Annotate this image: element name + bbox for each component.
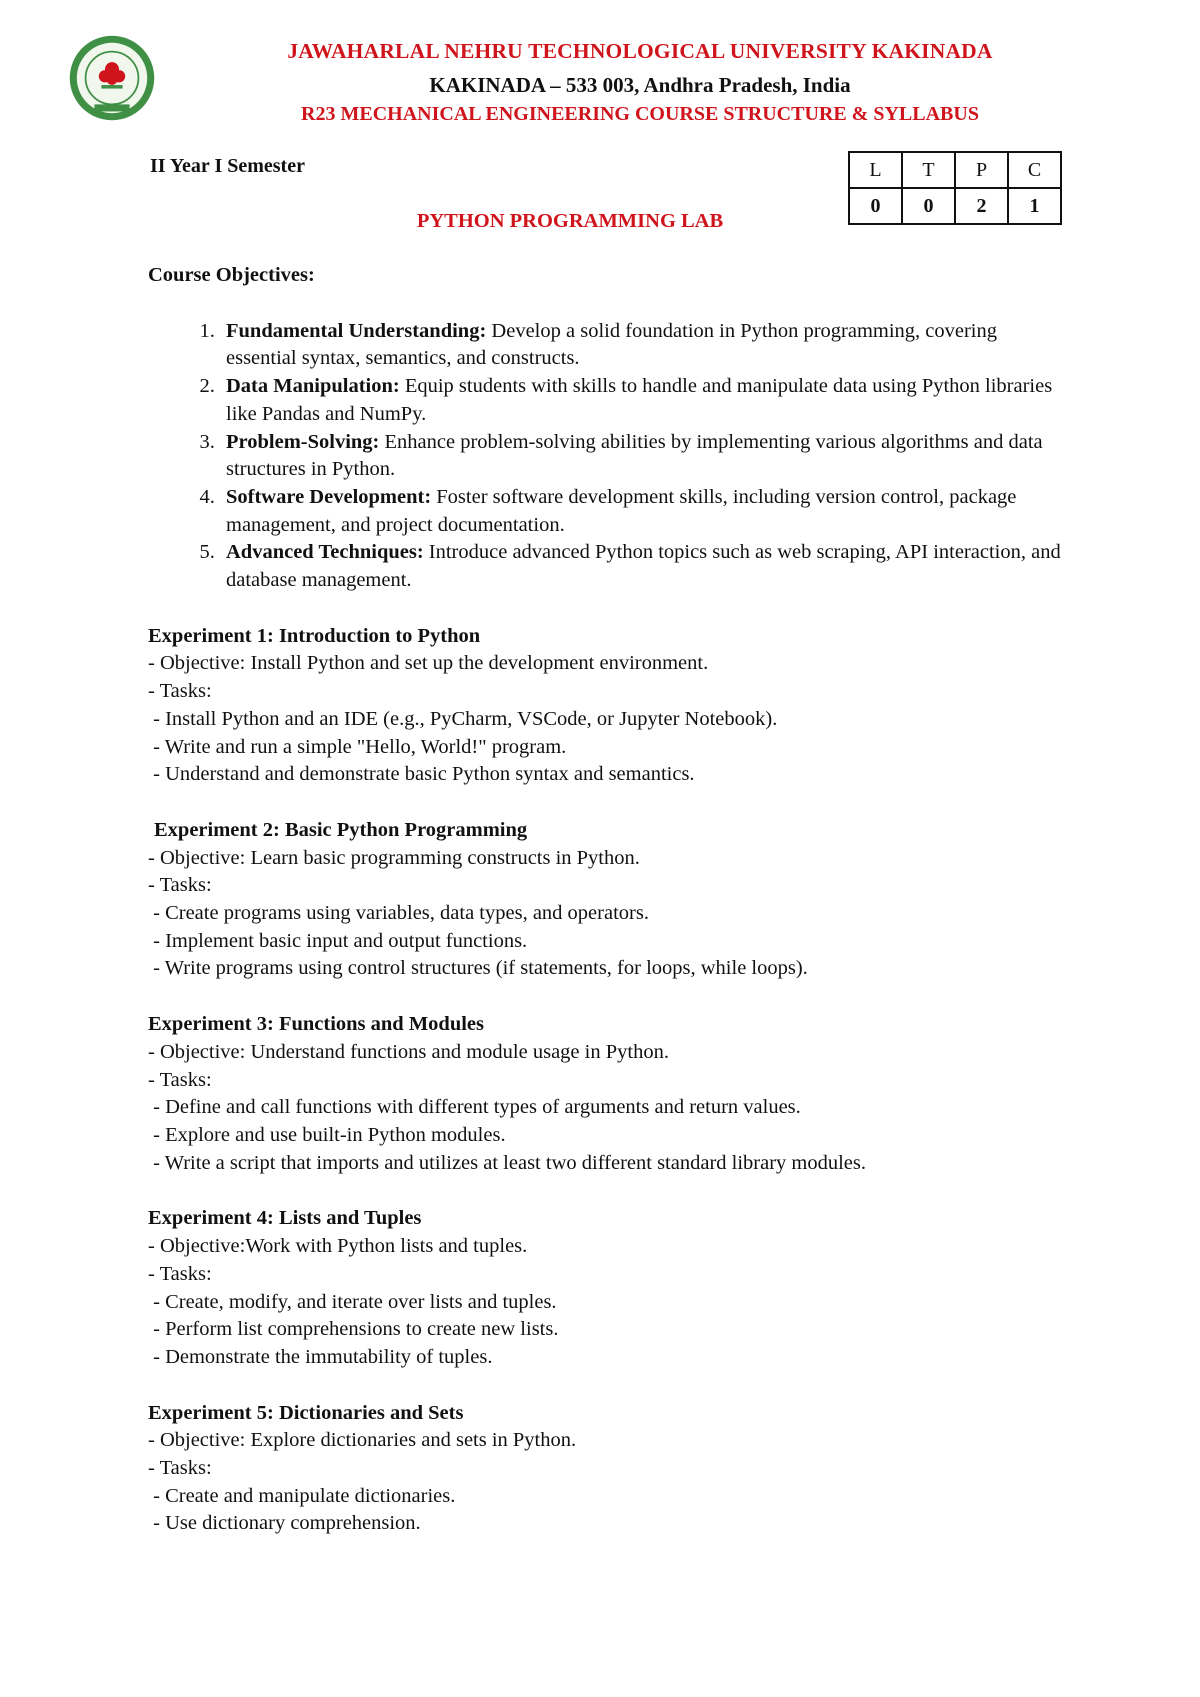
experiment-1 xyxy=(148,623,1068,789)
university-address: KAKINADA – 533 003, Andhra Pradesh, India xyxy=(429,73,851,97)
experiment-line: - Demonstrate the immutability of tuples. xyxy=(148,1345,493,1368)
objective-text: Foster software development skills, including version control, package management, and project documentation. xyxy=(226,485,1017,536)
objective-item xyxy=(220,318,1068,373)
ltpc-header-row xyxy=(849,152,1061,188)
experiment-line: - Tasks: xyxy=(148,1068,212,1091)
program-title: R23 MECHANICAL ENGINEERING COURSE STRUCTURE & SYLLABUS xyxy=(301,103,979,125)
experiment-5 xyxy=(148,1400,1068,1539)
objective-text: Enhance problem-solving abilities by implementing various algorithms and data structures in Python. xyxy=(226,430,1043,481)
objectives-list xyxy=(148,318,1068,595)
objective-label: Software Development: xyxy=(226,485,432,508)
objective-label: Data Manipulation: xyxy=(226,375,400,398)
objective-item xyxy=(220,484,1068,539)
semester-label: II Year I Semester xyxy=(150,155,305,177)
course-title: PYTHON PROGRAMMING LAB xyxy=(416,210,724,232)
experiment-line: - Objective: Understand functions and module usage in Python. xyxy=(148,1040,669,1063)
experiment-4 xyxy=(148,1205,1068,1371)
experiment-title: Experiment 3: Functions and Modules xyxy=(148,1013,484,1036)
ltpc-value-l: 0 xyxy=(849,188,902,224)
objective-item xyxy=(220,429,1068,484)
experiment-line: - Install Python and an IDE (e.g., PyCharm, VSCode, or Jupyter Notebook). xyxy=(148,707,778,730)
objective-text: Equip students with skills to handle and manipulate data using Python libraries like Pandas and NumPy. xyxy=(226,375,1053,425)
ltpc-header-t: T xyxy=(902,152,955,188)
experiment-line: - Perform list comprehensions to create new lists. xyxy=(148,1318,559,1341)
experiment-line: - Define and call functions with different types of arguments and return values. xyxy=(148,1096,801,1119)
ltpc-value-t: 0 xyxy=(902,188,955,224)
experiment-line: - Explore and use built-in Python modules. xyxy=(148,1123,506,1146)
experiment-line: - Write programs using control structures (if statements, for loops, while loops). xyxy=(148,957,808,980)
experiment-line: - Create, modify, and iterate over lists and tuples. xyxy=(148,1290,557,1313)
experiment-line: - Use dictionary comprehension. xyxy=(148,1512,421,1535)
objective-label: Fundamental Understanding: xyxy=(226,319,487,342)
objective-text: Develop a solid foundation in Python programming, covering essential syntax, semantics, and constructs. xyxy=(226,319,998,370)
ltpc-value-p: 2 xyxy=(955,188,1008,224)
experiment-line: - Objective: Install Python and set up the development environment. xyxy=(148,652,709,675)
experiment-line: - Write and run a simple "Hello, World!" program. xyxy=(148,735,567,758)
experiment-line: - Objective: Explore dictionaries and sets in Python. xyxy=(148,1429,577,1452)
experiment-line: - Tasks: xyxy=(148,680,212,703)
experiment-title: Experiment 2: Basic Python Programming xyxy=(154,818,528,841)
ltpc-header-l: L xyxy=(849,152,902,188)
experiment-2 xyxy=(148,817,1068,983)
syllabus-content xyxy=(148,262,1068,1538)
experiment-line: - Objective: Learn basic programming constructs in Python. xyxy=(148,846,640,869)
experiment-title: Experiment 5: Dictionaries and Sets xyxy=(148,1401,464,1424)
objective-label: Advanced Techniques: xyxy=(226,541,424,564)
university-seal-logo xyxy=(68,34,156,122)
objective-item xyxy=(220,373,1068,428)
ltpc-value-c: 1 xyxy=(1008,188,1061,224)
experiment-line: - Create and manipulate dictionaries. xyxy=(148,1484,456,1507)
experiment-line: - Implement basic input and output functions. xyxy=(148,929,528,952)
objective-text: Introduce advanced Python topics such as web scraping, API interaction, and database management. xyxy=(226,541,1061,592)
objective-item xyxy=(220,539,1068,594)
experiment-line: - Tasks: xyxy=(148,874,212,897)
ltpc-header-p: P xyxy=(955,152,1008,188)
objective-label: Problem-Solving: xyxy=(226,430,380,453)
experiment-line: - Create programs using variables, data types, and operators. xyxy=(148,902,649,925)
objectives-heading: Course Objectives: xyxy=(148,264,315,286)
experiment-line: - Tasks: xyxy=(148,1262,212,1285)
experiment-3 xyxy=(148,1011,1068,1177)
experiment-line: - Write a script that imports and utilizes at least two different standard library modules. xyxy=(148,1151,867,1174)
experiment-line: - Understand and demonstrate basic Python syntax and semantics. xyxy=(148,763,695,786)
experiment-title: Experiment 1: Introduction to Python xyxy=(148,624,481,647)
experiment-title: Experiment 4: Lists and Tuples xyxy=(148,1207,422,1230)
ltpc-header-c: C xyxy=(1008,152,1061,188)
university-name: JAWAHARLAL NEHRU TECHNOLOGICAL UNIVERSITY KAKINADA xyxy=(287,39,993,63)
experiment-line: - Tasks: xyxy=(148,1457,212,1480)
experiment-line: - Objective:Work with Python lists and tuples. xyxy=(148,1235,528,1258)
